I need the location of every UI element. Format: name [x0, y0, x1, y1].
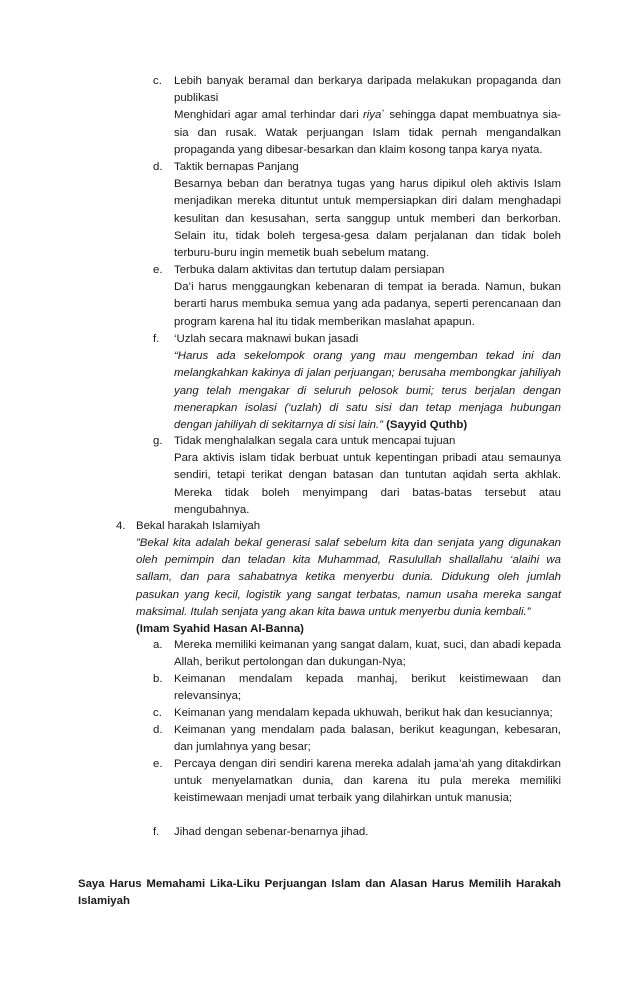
list-marker: c. — [153, 707, 162, 719]
sublist-item-d — [153, 722, 561, 756]
item-title: Tidak menghalalkan segala cara untuk mencapai tujuan — [174, 435, 456, 447]
item-body: Para aktivis islam tidak berbuat untuk kepentingan pribadi atau semaunya sendiri, tetapi terikat dengan batasan dan tuntutan aqidah serta akhlak. Mereka tidak boleh menyimpang dari batas-batas tersebut atau mengubahnya. — [174, 452, 561, 516]
item-body: Menghidari agar amal terhindar dari riya` sehingga dapat membuatnya sia-sia dan rusak. Watak perjuangan Islam tidak pernah mengandalkan propaganda yang dibesar-besarkan dan klaim kosong tanpa karya nyata. — [174, 109, 561, 156]
list-item-4 — [116, 518, 561, 535]
sublist-item-a — [153, 637, 561, 671]
list-item-c — [153, 73, 561, 159]
item-text: Jihad dengan sebenar-benarnya jihad. — [174, 826, 369, 838]
item-text: Keimanan yang mendalam kepada ukhuwah, berikut hak dan kesuciannya; — [174, 707, 553, 719]
list-item-g — [153, 433, 561, 519]
list-item-e — [153, 262, 561, 331]
list-marker: f. — [153, 333, 160, 345]
item-title: Taktik bernapas Panjang — [174, 161, 299, 173]
list-marker: d. — [153, 724, 163, 736]
list-marker: b. — [153, 673, 163, 685]
item-title: Bekal harakah Islamiyah — [136, 520, 261, 532]
list-marker: f. — [153, 826, 160, 838]
list-marker: d. — [153, 161, 163, 173]
list-item-d — [153, 159, 561, 262]
item-text: Percaya dengan diri sendiri karena mereka adalah jama’ah yang ditakdirkan untuk menyelamatkan dunia, dan karena itu pula mereka memiliki keistimewaan menjadi umat terbaik yang dilahirkan untuk manusia; — [174, 758, 561, 805]
list-marker: c. — [153, 75, 162, 87]
item-title: Lebih banyak beramal dan berkarya daripada melakukan propaganda dan publikasi — [174, 75, 561, 105]
emphasis-riya: riya` — [362, 109, 386, 122]
list-item-f — [153, 331, 561, 434]
item-quote: “Harus ada sekelompok orang yang mau mengemban tekad ini dan melangkahkan kakinya di jalan perjuangan; berusaha membongkar jahiliyah yang telah mengakar di seluruh pelosok bumi; terus berjalan dengan menerapkan isolasi (‘uzlah) di satu sisi dan tetap menjaga hubungan dengan jahiliyah di sekitarnya di sisi lain.” (Sayyid Quthb) — [174, 350, 561, 432]
item-text: Keimanan mendalam kepada manhaj, berikut keistimewaan dan relevansinya; — [174, 673, 561, 703]
section-heading: Saya Harus Memahami Lika-Liku Perjuangan Islam dan Alasan Harus Memilih Harakah Islamiyah — [78, 878, 561, 908]
quote-author: (Imam Syahid Hasan Al-Banna) — [136, 623, 304, 636]
item-body: Da’i harus menggaungkan kebenaran di tempat ia berada. Namun, bukan berarti harus membuka semua yang ada padanya, seperti perencanaan dan program karena hal itu tidak memberikan maslahat apapun. — [174, 281, 561, 328]
item-title: Terbuka dalam aktivitas dan tertutup dalam persiapan — [174, 264, 445, 276]
list-marker: a. — [153, 639, 163, 651]
sublist-item-b — [153, 671, 561, 705]
sublist-item-e — [153, 756, 561, 808]
banna-quote: ”Bekal kita adalah bekal generasi salaf sebelum kita dan senjata yang digunakan oleh pemimpin dan teladan kita Muhammad, Rasulullah shallallahu ‘alaihi wa sallam, dan para sahabatnya ketika menyerbu dunia. Didukung oleh jumlah pasukan yang kecil, logistik yang sangat terbatas, namun usaha mereka sangat maksimal. Itulah senjata yang akan kita bawa untuk menyerbu dunia kembali.” (Imam Syahid Hasan Al-Banna) — [136, 537, 561, 636]
sublist-item-c — [153, 705, 561, 722]
list-marker: g. — [153, 435, 163, 447]
list-marker: e. — [153, 264, 163, 276]
item-text: Mereka memiliki keimanan yang sangat dalam, kuat, suci, dan abadi kepada Allah, berikut pertolongan dan dukungan-Nya; — [174, 639, 561, 669]
list-marker: e. — [153, 758, 163, 770]
item-title: ‘Uzlah secara maknawi bukan jasadi — [174, 333, 359, 345]
quote-author: (Sayyid Quthb) — [386, 419, 468, 432]
list-marker: 4. — [116, 520, 126, 532]
item-body: Besarnya beban dan beratnya tugas yang harus dipikul oleh aktivis Islam menjadikan mereka dituntut untuk mempersiapkan diri dalam menghadapi kesulitan dan kesusahan, serta sanggup untuk memberi dan berkorban. Selain itu, tidak boleh tergesa-gesa dalam perjalanan dan tidak boleh terburu-buru ingin memetik buah sebelum matang. — [174, 178, 561, 260]
sublist-item-f — [153, 824, 561, 841]
item-text: Keimanan yang mendalam pada balasan, berikut keagungan, kebesaran, dan jumlahnya yang besar; — [174, 724, 561, 754]
